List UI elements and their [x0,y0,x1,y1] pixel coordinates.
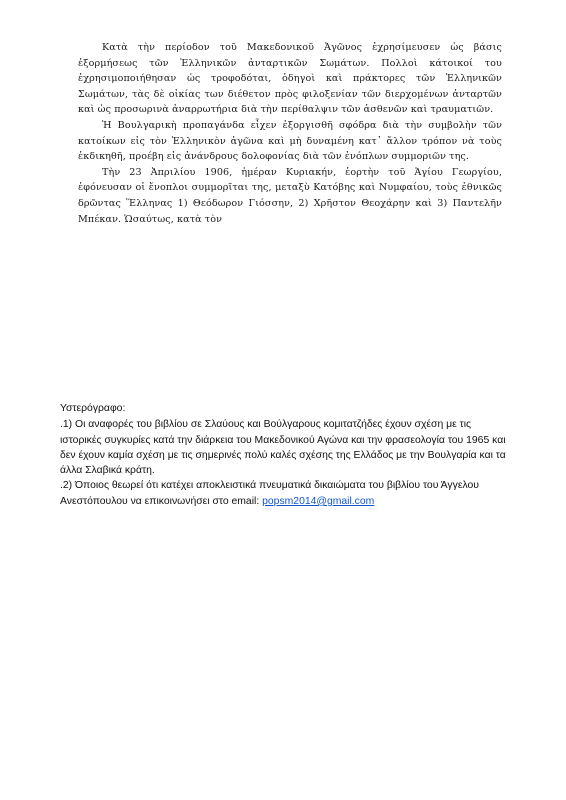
postscript-note-2-text: .2) Όποιος θεωρεί ότι κατέχει αποκλειστικά πνευματικά δικαιώματα του βιβλίου του Άγγελου Ανεστόπουλου να επικοινωνήσει στο email: [60,480,479,507]
postscript-note-2 [60,478,506,509]
excerpt-paragraph-1: Κατὰ τὴν περίοδον τοῦ Μακεδονικοῦ Ἀγῶνος ἐχρησίμευσεν ὡς βάσις ἐξορμήσεως τῶν Ἑλληνικῶν ἀνταρτικῶν Σωμάτων. Πολλοὶ κάτοικοί του ἐχρησιμοποιήθησαν ὡς τροφοδόται, ὁδηγοὶ καὶ πράκτορες τῶν Ἑλληνικῶν Σωμάτων, τὰς δὲ οἰκίας των διέθετον πρὸς φιλοξενίαν τῶν διερχομένων ἀνταρτῶν καὶ ὡς προσωρινὰ ἀναρρωτήρια διὰ τὴν περίθαλψιν τῶν ἀσθενῶν καὶ τραυματιῶν. [78,42,502,116]
excerpt-paragraph-2: Ἡ Βουλγαρικὴ προπαγάνδα εἶχεν ἐξοργισθῆ σφόδρα διὰ τὴν συμβολὴν τῶν κατοίκων εἰς τὸν Ἑλληνικὸν ἀγῶνα καὶ μὴ δυναμένη κατ᾽ ἄλλον τρόπον νὰ τοὺς ἐκδικηθῆ, προέβη εἰς ἀνάνδρους δολοφονίας διὰ τῶν ἐνόπλων συμμοριῶν της. [78,119,502,163]
postscript-heading: Υστερόγραφο: [60,403,126,414]
scanned-book-excerpt [78,40,502,227]
email-link[interactable]: popsm2014@gmail.com [262,495,375,507]
postscript [60,401,506,509]
postscript-note-1: .1) Οι αναφορές του βιβλίου σε Σλαύους και Βούλγαρους κομιτατζήδες έχουν σχέση με τις ιστορικές συγκυρίες κατά την διάρκεια του Μακεδονικού Αγώνα και την φρασεολογία του 1965 και δεν έχουν καμία σχέση με τις σημερινές πολύ καλές σχέσης της Ελλάδος με την Βουλγαρία και τα άλλα Σλαβικά κράτη. [60,419,506,477]
excerpt-paragraph-3: Τὴν 23 Ἀπριλίου 1906, ἡμέραν Κυριακήν, ἑορτὴν τοῦ Ἁγίου Γεωργίου, ἐφόνευσαν οἱ ἔνοπλοι συμμορῖται της, μεταξὺ Κατόβης καὶ Νυμφαίου, τοὺς ἐθνικῶς δρῶντας Ἕλληνας 1) Θεόδωρον Γιόσσην, 2) Χρῆστον Θεοχάρην καὶ 3) Παντελῆν Μπέκαν. Ὡσαύτως, κατὰ τὸν [78,166,502,225]
